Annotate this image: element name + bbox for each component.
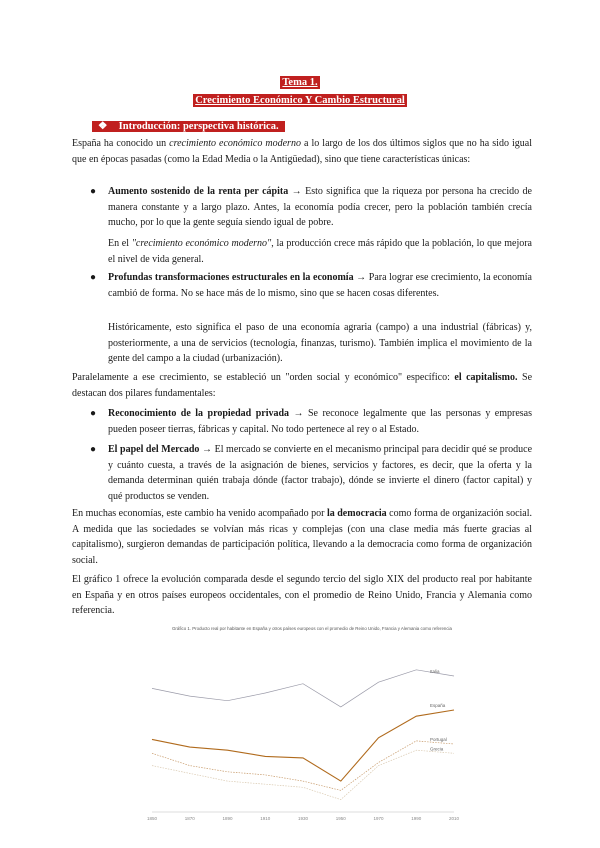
list-item: ● El papel del Mercado → El mercado se convierte en el mecanismo principal para decidir qué se produce y cuánto cuesta, a través de la asignación de bienes, servicios y factores, es decir, que la oferta y la demanda determinan quién trabaja dónde (factor trabajo), dónde se invierte el dinero (factor capital) y qué productos se venden. bbox=[90, 444, 533, 502]
x-tick-label: 1870 bbox=[184, 816, 195, 821]
x-tick-label: 1910 bbox=[260, 816, 271, 821]
chart-title: Gráfico 1. Producto real por habitante en España y otros países europeos con el promedio de Reino Unido, Francia y Alemania como referencia bbox=[172, 626, 452, 631]
series-label: Italia bbox=[430, 669, 440, 674]
series-line bbox=[152, 710, 454, 781]
section-heading bbox=[92, 116, 285, 134]
x-tick-label: 1990 bbox=[411, 816, 422, 821]
diamond-bullet-icon: ❖ bbox=[95, 121, 110, 132]
x-tick-label: 1930 bbox=[297, 816, 309, 821]
x-tick-label: 2010 bbox=[448, 816, 460, 821]
x-tick-label: 1850 bbox=[146, 816, 158, 821]
series-label: Portugal bbox=[430, 737, 447, 742]
series-line bbox=[152, 741, 454, 791]
title-subject: Crecimiento Económico Y Cambio Estructural bbox=[195, 95, 405, 106]
democracy-paragraph: En muchas economías, este cambio ha venido acompañado por la democracia como forma de organización social. A medida que las sociedades se volvían más ricas y complejas (con una clase media más fuerte gracias al capitalismo), surgieron demandas de participación política, llevando a la democracia como forma de organización social. bbox=[72, 508, 533, 566]
x-tick-label: 1950 bbox=[335, 816, 346, 821]
intro-paragraph: España ha conocido un crecimiento económico moderno a lo largo de los dos últimos siglos que no ha sido igual que en épocas pasadas (como la Edad Media o la Antigüedad), sino que tiene características únicas: bbox=[72, 138, 532, 165]
bullet-dot-icon: ● bbox=[90, 186, 97, 197]
bullet-dot-icon: ● bbox=[90, 444, 97, 455]
chart-figure bbox=[142, 620, 462, 830]
sub-paragraph: Históricamente, esto significa el paso de una economía agraria (campo) a una industrial (fábricas) y, posteriormente, a una de servicios (tecnología, finanzas, turismo). También implica el movimiento de la gente del campo a la ciudad (urbanización). bbox=[108, 322, 532, 364]
title-topic: Tema 1. bbox=[282, 77, 318, 88]
series-label: España bbox=[430, 703, 446, 708]
x-tick-label: 1890 bbox=[222, 816, 233, 821]
capitalism-paragraph: Paralelamente a ese crecimiento, se estableció un "orden social y económico" específico: el capitalismo. Se destacan dos pilares fundamentales: bbox=[72, 372, 533, 399]
list-item: ● Reconocimiento de la propiedad privada → Se reconoce legalmente que las personas y empresas pueden poseer tierras, fábricas y capital. No todo pertenece al rey o al Estado. bbox=[90, 408, 532, 435]
graph-intro-paragraph: El gráfico 1 ofrece la evolución comparada desde el segundo tercio del siglo XIX del producto real por habitante en España y en otros países europeos occidentales, con el promedio de Reino Unido, Francia y Alemania como referencia. bbox=[72, 574, 532, 616]
section-heading-text: Introducción: perspectiva histórica. bbox=[116, 121, 282, 132]
sub-paragraph: En el "crecimiento económico moderno", la producción crece más rápido que la población, lo que mejora el nivel de vida general. bbox=[108, 238, 532, 265]
document-title bbox=[0, 72, 600, 108]
x-tick-label: 1970 bbox=[373, 816, 384, 821]
bullet-dot-icon: ● bbox=[90, 408, 97, 419]
series-label: Grecia bbox=[430, 746, 444, 752]
bullet-dot-icon: ● bbox=[90, 272, 97, 283]
series-line bbox=[152, 670, 454, 707]
list-item: ● Aumento sostenido de la renta per cápita → Esto significa que la riqueza por persona ha crecido de manera constante y a largo plazo. Antes, la economía podía crecer, pero la población también crecía mucho, por lo que la gente seguía siendo igual de pobre. bbox=[90, 186, 532, 228]
list-item: ● Profundas transformaciones estructurales en la economía → Para lograr ese crecimiento, la economía cambió de forma. No se hace más de lo mismo, sino que se hacen cosas diferentes. bbox=[90, 272, 532, 299]
line-chart bbox=[142, 620, 462, 830]
